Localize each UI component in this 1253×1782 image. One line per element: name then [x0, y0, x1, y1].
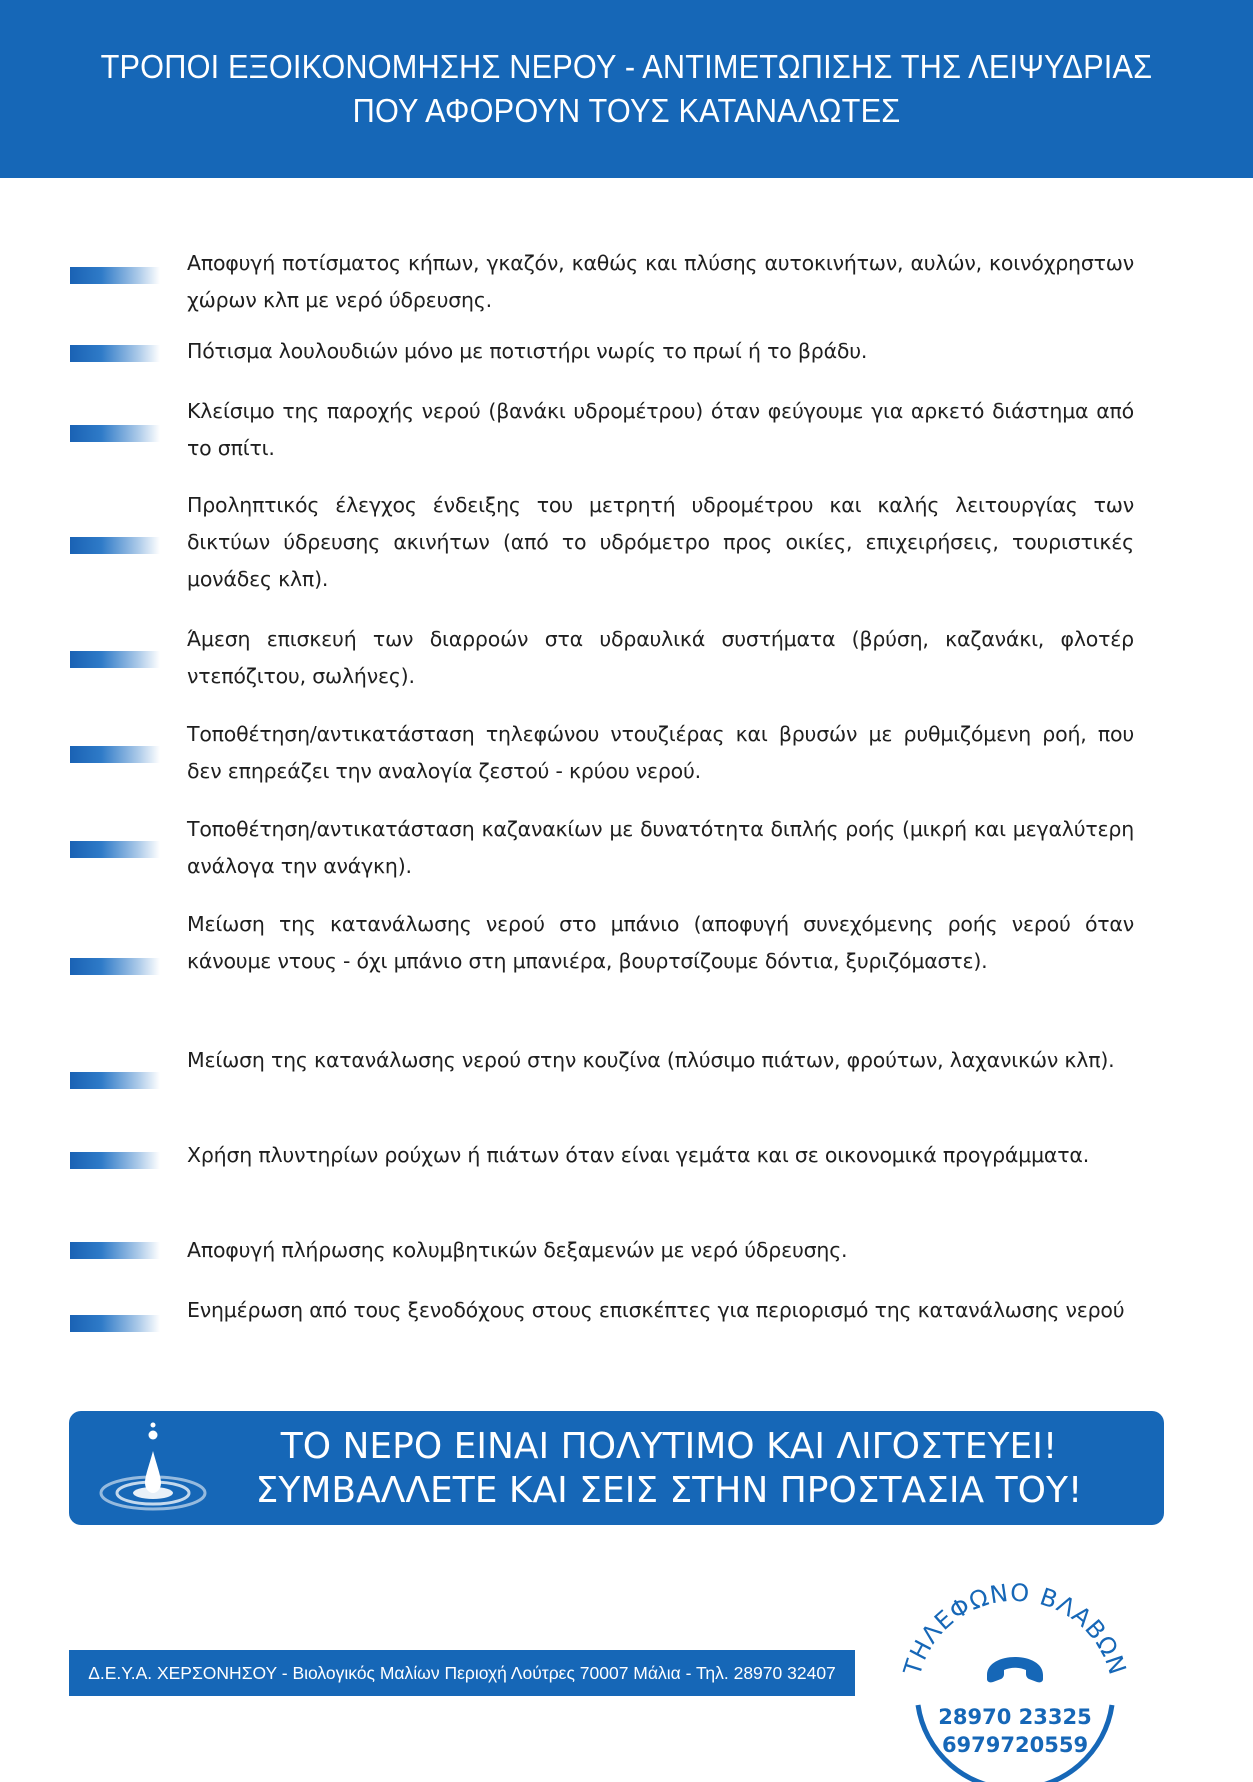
list-item-text: Τοποθέτηση/αντικατάσταση καζανακίων με δυνατότητα διπλής ροής (μικρή και μεγαλύτερη ανάλογα την ανάγκη).: [187, 817, 1134, 878]
list-item-text: Κλείσιμο της παροχής νερού (βανάκι υδρομέτρου) όταν φεύγουμε για αρκετό διάστημα από το σπίτι.: [187, 399, 1134, 460]
bullet-bar: [70, 425, 160, 442]
list-item-text: Προληπτικός έλεγχος ένδειξης του μετρητή υδρομέτρου και καλής λειτουργίας των δικτύων ύδρευσης ακινήτων (από το υδρόμετρο προς οικίες, επιχειρήσεις, τουριστικές μονάδες κλπ).: [187, 493, 1134, 591]
bullet-bar: [70, 841, 160, 858]
hotline-badge: [880, 1555, 1150, 1782]
hotline-title: ΤΗΛΕΦΩΝΟ ΒΛΑΒΩΝ: [898, 1578, 1132, 1679]
hotline-phone-1: 28970 23325: [938, 1705, 1092, 1729]
header-title-line-2: ΠΟΥ ΑΦΟΡΟΥΝ ΤΟΥΣ ΚΑΤΑΝΑΛΩΤΕΣ: [352, 92, 901, 129]
list-item-text: Ενημέρωση από τους ξενοδόχους στους επισκέπτες για περιορισμό της κατανάλωσης νερού: [187, 1298, 1125, 1322]
bullet-bar: [70, 958, 160, 975]
bullet-bar: [70, 1315, 160, 1332]
bullet-bar: [70, 1072, 160, 1089]
bullet-bar: [70, 537, 160, 554]
hotline-phone-2: 6979720559: [941, 1733, 1089, 1757]
bullet-bar: [70, 746, 160, 763]
list-item-text: Πότισμα λουλουδιών μόνο με ποτιστήρι νωρίς το πρωί ή το βράδυ.: [187, 339, 868, 363]
list-item-text: Μείωση της κατανάλωσης νερού στην κουζίνα (πλύσιμο πιάτων, φρούτων, λαχανικών κλπ).: [187, 1048, 1115, 1072]
slogan-banner: [69, 1411, 1164, 1525]
footer-bar: [69, 1650, 855, 1696]
slogan-line-2: ΣΥΜΒΑΛΛΕΤΕ ΚΑΙ ΣΕΙΣ ΣΤΗΝ ΠΡΟΣΤΑΣΙΑ ΤΟΥ!: [255, 1470, 1083, 1511]
list-item-text: Μείωση της κατανάλωσης νερού στο μπάνιο (αποφυγή συνεχόμενης ροής νερού όταν κάνουμε ντους - όχι μπάνιο στη μπανιέρα, βουρτσίζουμε δόντια, ξυριζόμαστε).: [187, 912, 1134, 973]
header-banner: [0, 0, 1253, 178]
bullet-bar: [70, 1242, 160, 1259]
list-item-text: Χρήση πλυντηρίων ρούχων ή πιάτων όταν είναι γεμάτα και σε οικονομικά προγράμματα.: [187, 1143, 1090, 1167]
bullet-bar: [70, 651, 160, 668]
telephone-icon: [982, 1653, 1048, 1697]
bullet-bar: [70, 267, 160, 284]
bullet-bar: [70, 1152, 160, 1169]
water-drop-icon: [91, 1421, 211, 1521]
list-item-text: Αποφυγή πλήρωσης κολυμβητικών δεξαμενών με νερό ύδρευσης.: [187, 1238, 848, 1262]
header-title-line-1: ΤΡΟΠΟΙ ΕΞΟΙΚΟΝΟΜΗΣΗΣ ΝΕΡΟΥ - ΑΝΤΙΜΕΤΩΠΙΣΗΣ ΤΗΣ ΛΕΙΨΥΔΡΙΑΣ: [100, 48, 1153, 85]
slogan-line-1: ΤΟ ΝΕΡΟ ΕΙΝΑΙ ΠΟΛΥΤΙΜΟ ΚΑΙ ΛΙΓΟΣΤΕΥΕΙ!: [280, 1426, 1058, 1467]
list-item-text: Άμεση επισκευή των διαρροών στα υδραυλικά συστήματα (βρύση, καζανάκι, φλοτέρ ντεπόζιτου, σωλήνες).: [187, 627, 1134, 688]
bullet-bar: [70, 345, 160, 362]
list-item-text: Αποφυγή ποτίσματος κήπων, γκαζόν, καθώς και πλύσης αυτοκινήτων, αυλών, κοινόχρηστων χώρων κλπ με νερό ύδρευσης.: [187, 251, 1134, 312]
list-item-text: Τοποθέτηση/αντικατάσταση τηλεφώνου ντουζιέρας και βρυσών με ρυθμιζόμενη ροή, που δεν επηρεάζει την αναλογία ζεστού - κρύου νερού.: [187, 722, 1134, 783]
footer-address: Δ.Ε.Υ.Α. ΧΕΡΣΟΝΗΣΟΥ - Βιολογικός Μαλίων Περιοχή Λούτρες 70007 Μάλια - Τηλ. 28970 32407: [88, 1663, 836, 1683]
